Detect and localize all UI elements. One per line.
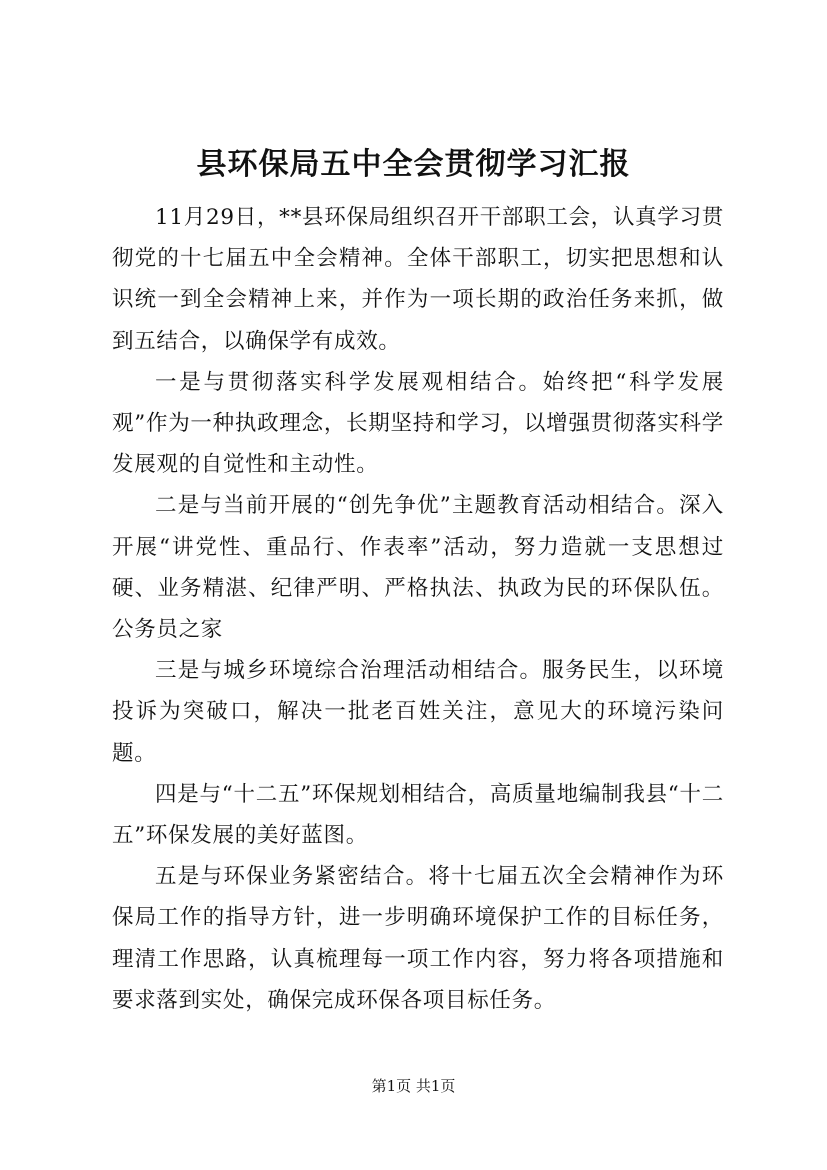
paragraph-intro: 11月29日，**县环保局组织召开干部职工会，认真学习贯彻党的十七届五中全会精神。全体干部职工，切实把思想和认识统一到全会精神上来，并作为一项长期的政治任务来抓，做到五结合，以确保学有成效。 — [112, 205, 724, 354]
paragraph-point-4: 四是与“十二五”环保规划相结合，高质量地编制我县“十二五”环保发展的美好蓝图。 — [112, 781, 724, 849]
paragraph-point-2: 二是与当前开展的“创先争优”主题教育活动相结合。深入开展“讲党性、重品行、作表率”活动，努力造就一支思想过硬、业务精湛、纪律严明、严格执法、执政为民的环保队伍。公务员之家 — [112, 493, 724, 643]
paragraph-point-3: 三是与城乡环境综合治理活动相结合。服务民生，以环境投诉为突破口，解决一批老百姓关注，意见大的环境污染问题。 — [112, 658, 724, 766]
paragraph-point-1: 一是与贯彻落实科学发展观相结合。始终把“科学发展观”作为一种执政理念，长期坚持和学习，以增强贯彻落实科学发展观的自觉性和主动性。 — [112, 369, 724, 478]
document-body — [112, 197, 724, 1021]
page-footer: 第1页 共1页 — [371, 1077, 456, 1095]
page-title: 县环保局五中全会贯彻学习汇报 — [196, 147, 631, 182]
paragraph-point-5: 五是与环保业务紧密结合。将十七届五次全会精神作为环保局工作的指导方针，进一步明确环境保护工作的目标任务，理清工作思路，认真梳理每一项工作内容，努力将各项措施和要求落到实处，确保完成环保各项目标任务。 — [112, 864, 724, 1013]
